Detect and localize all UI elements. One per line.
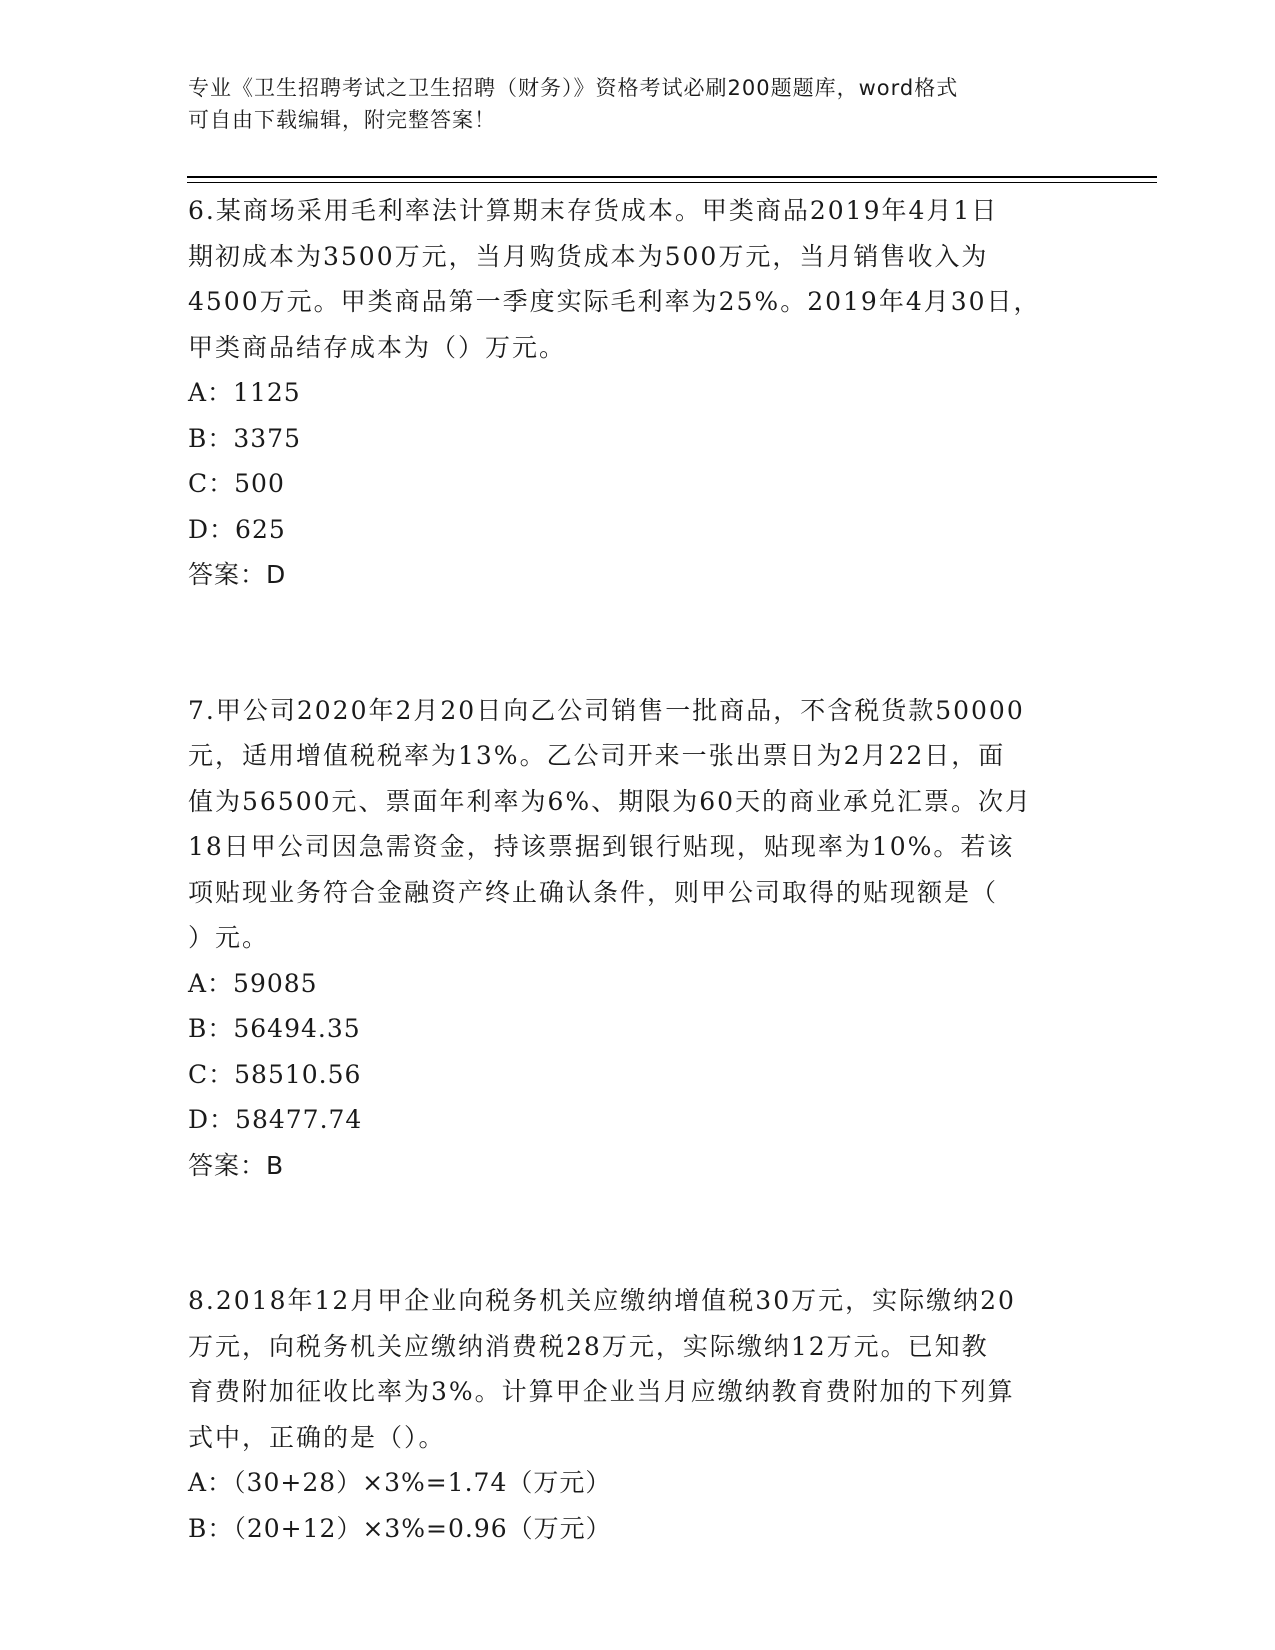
header-divider-thin <box>187 182 1157 183</box>
answer: 答案：B <box>188 1150 285 1180</box>
header-divider-thick <box>187 176 1157 178</box>
question-text-line: 期初成本为3500万元，当月购货成本为500万元，当月销售收入为 <box>188 241 989 271</box>
question-text-line: 7.甲公司2020年2月20日向乙公司销售一批商品，不含税货款50000 <box>188 695 1025 725</box>
question-8 <box>188 1278 1088 1551</box>
option-a: A：59085 <box>188 968 318 998</box>
question-text-line: 值为56500元、票面年利率为6%、期限为60天的商业承兑汇票。次月 <box>188 786 1033 816</box>
option-b: B：56494.35 <box>188 1014 361 1043</box>
answer: 答案：D <box>188 560 287 589</box>
question-list <box>188 188 1088 1551</box>
question-spacer <box>188 598 1088 688</box>
header-line-1: 专业《卫生招聘考试之卫生招聘（财务）》资格考试必刷200题题库，word格式 <box>188 76 959 100</box>
option-b: B：3375 <box>188 423 301 453</box>
question-text-line: 8.2018年12月甲企业向税务机关应缴纳增值税30万元，实际缴纳20 <box>188 1286 1016 1315</box>
option-b: B：（20+12）×3%=0.96（万元） <box>188 1513 612 1543</box>
option-d: D：58477.74 <box>188 1105 363 1134</box>
option-a: A：（30+28）×3%=1.74（万元） <box>188 1468 612 1497</box>
question-text-line: 项贴现业务符合金融资产终止确认条件，则甲公司取得的贴现额是（ <box>188 877 999 907</box>
option-c: C：58510.56 <box>188 1059 362 1089</box>
question-text-line: 6.某商场采用毛利率法计算期末存货成本。甲类商品2019年4月1日 <box>188 196 999 225</box>
question-text-line: 万元，向税务机关应缴纳消费税28万元，实际缴纳12万元。已知教 <box>188 1331 989 1361</box>
document-header <box>188 72 1068 136</box>
question-text-line: ）元。 <box>188 923 270 952</box>
question-text-line: 甲类商品结存成本为（）万元。 <box>188 332 567 362</box>
question-6 <box>188 188 1088 598</box>
question-text-line: 育费附加征收比率为3%。计算甲企业当月应缴纳教育费附加的下列算 <box>188 1377 1015 1406</box>
question-text-line: 4500万元。甲类商品第一季度实际毛利率为25%。2019年4月30日， <box>188 287 1041 316</box>
header-line-2: 可自由下载编辑，附完整答案！ <box>188 108 496 132</box>
option-d: D：625 <box>188 514 286 544</box>
option-a: A：1125 <box>188 378 301 407</box>
question-text-line: 式中，正确的是（）。 <box>188 1422 446 1452</box>
question-text-line: 18日甲公司因急需资金，持该票据到银行贴现，贴现率为10%。若该 <box>188 832 1015 861</box>
question-spacer <box>188 1188 1088 1278</box>
question-text-line: 元，适用增值税税率为13%。乙公司开来一张出票日为2月22日，面 <box>188 741 1006 770</box>
question-7 <box>188 688 1088 1189</box>
option-c: C：500 <box>188 469 285 498</box>
